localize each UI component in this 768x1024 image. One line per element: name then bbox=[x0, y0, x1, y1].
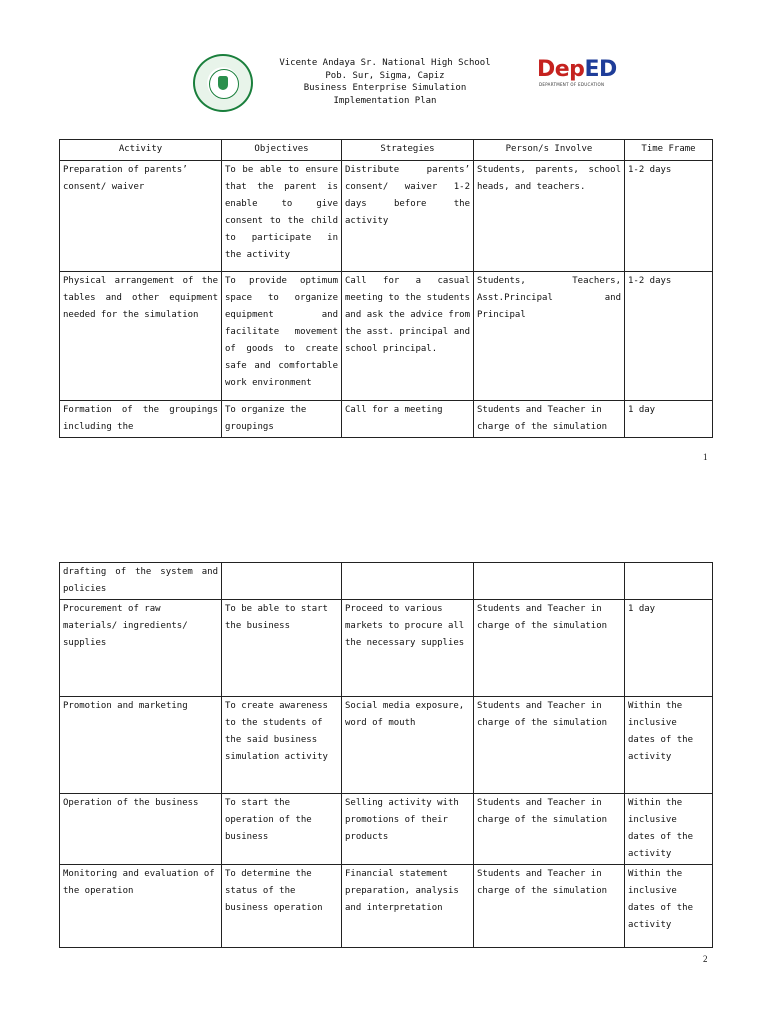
page-number: 2 bbox=[703, 954, 708, 964]
persons-cell: Students and Teacher in charge of the simulation bbox=[474, 865, 625, 948]
school-seal-icon bbox=[193, 54, 253, 112]
table-header-row bbox=[60, 140, 713, 161]
column-header-strategies: Strategies bbox=[342, 140, 474, 161]
activity-cell: Monitoring and evaluation of the operation bbox=[60, 865, 222, 948]
objectives-cell: To be able to ensure that the parent is enable to give consent to the child to participate in the activity bbox=[222, 161, 342, 272]
persons-cell: Students, parents, school heads, and teachers. bbox=[474, 161, 625, 272]
table-row bbox=[60, 272, 713, 401]
implementation-table-page-1 bbox=[59, 139, 713, 438]
plan-title: Implementation Plan bbox=[333, 95, 437, 106]
column-header-persons: Person/s Involve bbox=[474, 140, 625, 161]
strategies-cell bbox=[342, 563, 474, 600]
program-title: Business Enterprise Simulation bbox=[303, 83, 467, 93]
objectives-cell: To provide optimum space to organize equipment and facilitate movement of goods to create safe and comfortable work environment bbox=[222, 272, 342, 401]
strategies-cell: Distribute parents’ consent/ waiver 1-2 days before the activity bbox=[342, 161, 474, 272]
activity-cell: Procurement of raw materials/ ingredients/ supplies bbox=[60, 600, 222, 697]
persons-cell bbox=[474, 563, 625, 600]
column-header-activity: Activity bbox=[60, 140, 222, 161]
column-header-time-frame: Time Frame bbox=[625, 140, 713, 161]
activity-cell: Operation of the business bbox=[60, 794, 222, 865]
page-number: 1 bbox=[703, 452, 708, 462]
document-page-2 bbox=[0, 490, 768, 1024]
table-row bbox=[60, 865, 713, 948]
time-frame-cell: 1 day bbox=[625, 401, 713, 438]
time-frame-cell: 1-2 days bbox=[625, 161, 713, 272]
strategies-cell: Call for a meeting bbox=[342, 401, 474, 438]
time-frame-cell: Within the inclusive dates of the activity bbox=[625, 794, 713, 865]
activity-cell: Physical arrangement of the tables and other equipment needed for the simulation bbox=[60, 272, 222, 401]
deped-logo-icon bbox=[537, 57, 617, 92]
table-row bbox=[60, 161, 713, 272]
objectives-cell: To organize the groupings bbox=[222, 401, 342, 438]
deped-wordmark: DepED bbox=[537, 57, 617, 82]
strategies-cell: Proceed to various markets to procure all the necessary supplies bbox=[342, 600, 474, 697]
table-row bbox=[60, 697, 713, 794]
school-address: Pob. Sur, Sigma, Capiz bbox=[325, 70, 445, 81]
objectives-cell bbox=[222, 563, 342, 600]
persons-cell: Students and Teacher in charge of the simulation bbox=[474, 794, 625, 865]
school-name: Vicente Andaya Sr. National High School bbox=[279, 58, 491, 68]
document-page-1 bbox=[0, 0, 768, 490]
persons-cell: Students and Teacher in charge of the simulation bbox=[474, 697, 625, 794]
time-frame-cell: Within the inclusive dates of the activity bbox=[625, 865, 713, 948]
deped-subtitle: DEPARTMENT OF EDUCATION bbox=[539, 82, 605, 87]
persons-cell: Students and Teacher in charge of the simulation bbox=[474, 600, 625, 697]
persons-cell: Students, Teachers, Asst.Principal and Principal bbox=[474, 272, 625, 401]
time-frame-cell: 1 day bbox=[625, 600, 713, 697]
objectives-cell: To determine the status of the business operation bbox=[222, 865, 342, 948]
implementation-table-page-2 bbox=[59, 562, 713, 948]
strategies-cell: Selling activity with promotions of their products bbox=[342, 794, 474, 865]
activity-cell: Formation of the groupings including the bbox=[60, 401, 222, 438]
table-row bbox=[60, 401, 713, 438]
document-header bbox=[270, 57, 500, 107]
strategies-cell: Social media exposure, word of mouth bbox=[342, 697, 474, 794]
time-frame-cell: Within the inclusive dates of the activity bbox=[625, 697, 713, 794]
time-frame-cell bbox=[625, 563, 713, 600]
activity-cell: Promotion and marketing bbox=[60, 697, 222, 794]
strategies-cell: Financial statement preparation, analysis and interpretation bbox=[342, 865, 474, 948]
objectives-cell: To create awareness to the students of the said business simulation activity bbox=[222, 697, 342, 794]
persons-cell: Students and Teacher in charge of the simulation bbox=[474, 401, 625, 438]
strategies-cell: Call for a casual meeting to the students and ask the advice from the asst. principal and school principal. bbox=[342, 272, 474, 401]
table-row bbox=[60, 600, 713, 697]
seal-emblem-icon bbox=[209, 69, 239, 99]
table-row bbox=[60, 563, 713, 600]
objectives-cell: To be able to start the business bbox=[222, 600, 342, 697]
time-frame-cell: 1-2 days bbox=[625, 272, 713, 401]
table-row bbox=[60, 794, 713, 865]
objectives-cell: To start the operation of the business bbox=[222, 794, 342, 865]
activity-cell: Preparation of parents’ consent/ waiver bbox=[60, 161, 222, 272]
activity-cell: drafting of the system and policies bbox=[60, 563, 222, 600]
column-header-objectives: Objectives bbox=[222, 140, 342, 161]
